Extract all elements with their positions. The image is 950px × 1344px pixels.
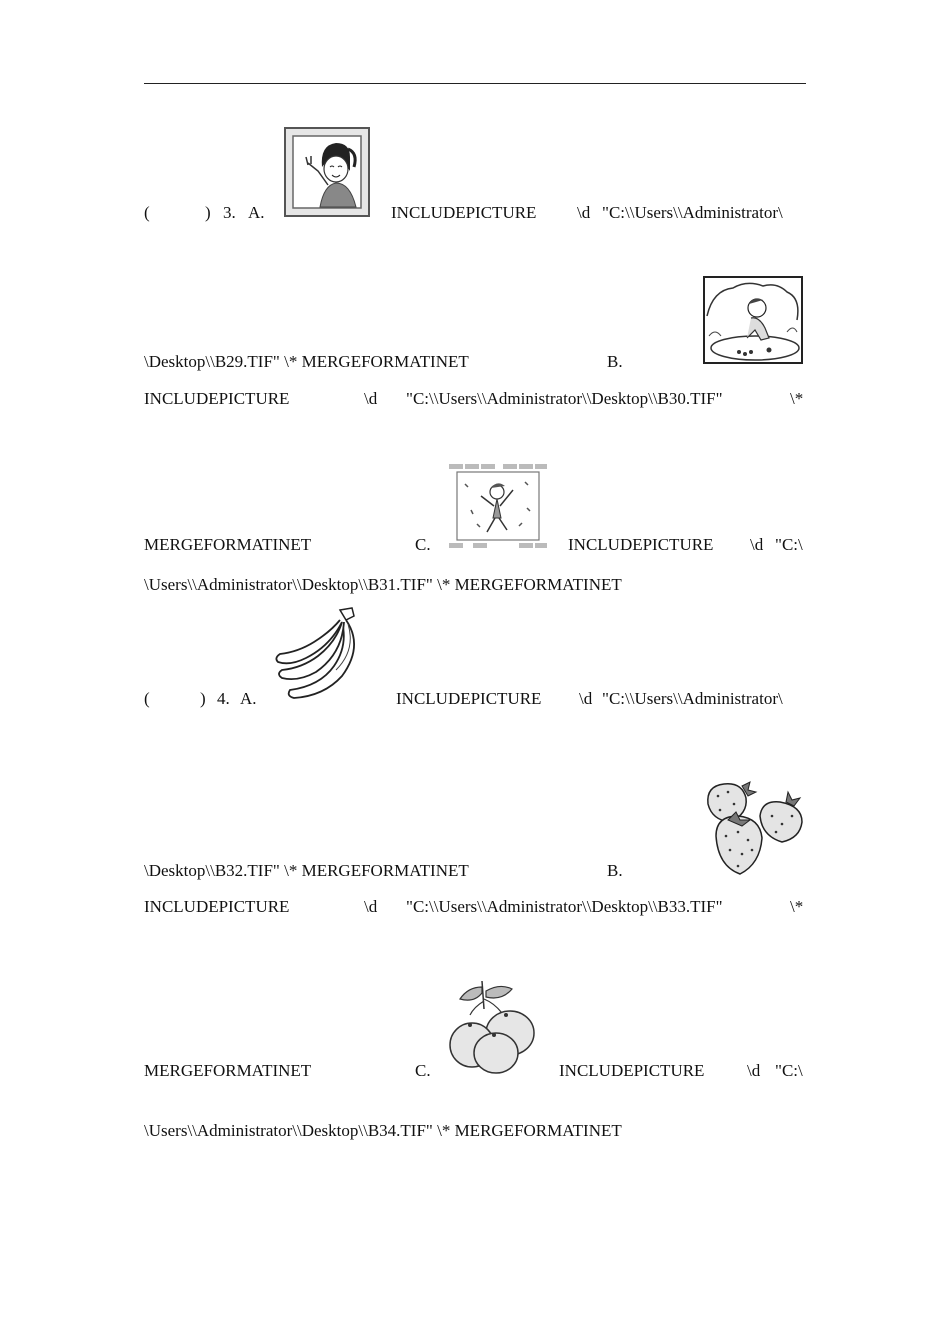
q3-option-b-picture-boy-marbles: [703, 276, 803, 364]
q3-option-c-picture-dancing-girl: [447, 462, 549, 550]
q3-paren-close: ): [205, 203, 211, 222]
q4-number: 4.: [217, 689, 230, 708]
q3-d-switch-b: \d: [364, 389, 378, 408]
q3-path-b: "C:\\Users\\Administrator\\Desktop\\B30.TIF": [406, 389, 723, 408]
q3-path-c-tail: \Users\\Administrator\\Desktop\\B31.TIF" \* MERGEFORMATINET: [144, 575, 622, 594]
q3-path-c-head: "C:\: [775, 535, 803, 554]
q4-option-b-label: B.: [607, 861, 623, 880]
q4-path-b: "C:\\Users\\Administrator\\Desktop\\B33.TIF": [406, 897, 723, 916]
q4-star-b: \*: [790, 897, 804, 916]
q4-option-b-picture-strawberries: [702, 780, 806, 878]
q4-include-a: INCLUDEPICTURE: [396, 689, 542, 708]
q3-number: 3.: [223, 203, 236, 222]
q3-merge-b: MERGEFORMATINET: [144, 535, 312, 554]
q4-path-c-tail: \Users\\Administrator\\Desktop\\B34.TIF" \* MERGEFORMATINET: [144, 1121, 622, 1140]
q4-option-a-picture-banana: [272, 606, 374, 702]
q3-path-a-head: "C:\\Users\\Administrator\: [602, 203, 783, 222]
q3-option-b-label: B.: [607, 352, 623, 371]
q3-include-b: INCLUDEPICTURE: [144, 389, 290, 408]
q4-include-b: INCLUDEPICTURE: [144, 897, 290, 916]
q4-option-c-picture-oranges: [446, 979, 538, 1075]
q3-star-b: \*: [790, 389, 804, 408]
q3-include-c: INCLUDEPICTURE: [568, 535, 714, 554]
q4-d-switch-c: \d: [747, 1061, 761, 1080]
q4-path-a-tail: \Desktop\\B32.TIF" \* MERGEFORMATINET: [144, 861, 469, 880]
q4-include-c: INCLUDEPICTURE: [559, 1061, 705, 1080]
q4-path-a-head: "C:\\Users\\Administrator\: [602, 689, 783, 708]
q3-paren-open: (: [144, 203, 150, 222]
q4-path-c-head: "C:\: [775, 1061, 803, 1080]
q4-paren-open: (: [144, 689, 150, 708]
q4-paren-close: ): [200, 689, 206, 708]
q4-option-c-label: C.: [415, 1061, 431, 1080]
q4-option-a-label: A.: [240, 689, 257, 708]
q3-d-switch-c: \d: [750, 535, 764, 554]
q3-option-c-label: C.: [415, 535, 431, 554]
q3-option-a-label: A.: [248, 203, 265, 222]
q3-option-a-picture-girl: [284, 127, 370, 217]
q3-d-switch-a: \d: [577, 203, 591, 222]
q3-path-a-tail: \Desktop\\B29.TIF" \* MERGEFORMATINET: [144, 352, 469, 371]
q4-d-switch-b: \d: [364, 897, 378, 916]
q4-d-switch-a: \d: [579, 689, 593, 708]
header-rule: [144, 83, 806, 84]
q3-include-a: INCLUDEPICTURE: [391, 203, 537, 222]
q4-merge-b: MERGEFORMATINET: [144, 1061, 312, 1080]
